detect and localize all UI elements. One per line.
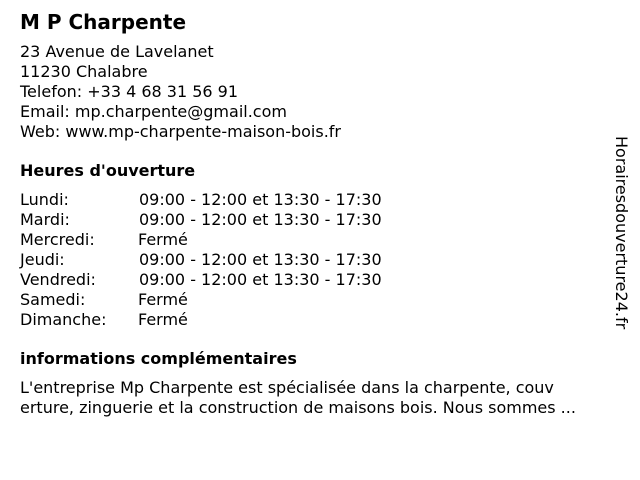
description-line-2: erture, zinguerie et la construction de maisons bois. Nous sommes ... (20, 398, 576, 417)
hours-row-wednesday (20, 230, 620, 250)
day-label: Vendredi: (20, 270, 96, 289)
day-label: Mardi: (20, 210, 70, 229)
email-address[interactable]: Email: mp.charpente@gmail.com (20, 102, 287, 121)
day-hours: 09:00 - 12:00 et 13:30 - 17:30 (139, 270, 382, 289)
address-line-1: 23 Avenue de Lavelanet (20, 42, 214, 61)
hours-row-thursday (20, 250, 620, 270)
additional-info-heading: informations complémentaires (20, 349, 297, 368)
hours-row-sunday (20, 310, 620, 330)
hours-row-tuesday (20, 210, 620, 230)
day-label: Lundi: (20, 190, 69, 209)
company-name: M P Charpente (20, 10, 187, 34)
day-hours: 09:00 - 12:00 et 13:30 - 17:30 (139, 250, 382, 269)
address-line-2: 11230 Chalabre (20, 62, 148, 81)
day-label: Dimanche: (20, 310, 107, 329)
day-hours: Fermé (138, 230, 188, 249)
opening-hours-heading: Heures d'ouverture (20, 161, 196, 180)
hours-row-saturday (20, 290, 620, 310)
website-link[interactable]: Web: www.mp-charpente-maison-bois.fr (20, 122, 341, 141)
hours-row-friday (20, 270, 620, 290)
day-hours: 09:00 - 12:00 et 13:30 - 17:30 (139, 210, 382, 229)
phone-number[interactable]: Telefon: +33 4 68 31 56 91 (20, 82, 239, 101)
day-hours: 09:00 - 12:00 et 13:30 - 17:30 (139, 190, 382, 209)
site-watermark: Horairesdouverture24.fr (612, 136, 631, 330)
day-label: Mercredi: (20, 230, 95, 249)
day-label: Samedi: (20, 290, 86, 309)
hours-row-monday (20, 190, 620, 210)
day-hours: Fermé (138, 310, 188, 329)
day-label: Jeudi: (20, 250, 65, 269)
day-hours: Fermé (138, 290, 188, 309)
description-line-1: L'entreprise Mp Charpente est spécialisée dans la charpente, couv (20, 378, 554, 397)
business-card (20, 8, 620, 418)
